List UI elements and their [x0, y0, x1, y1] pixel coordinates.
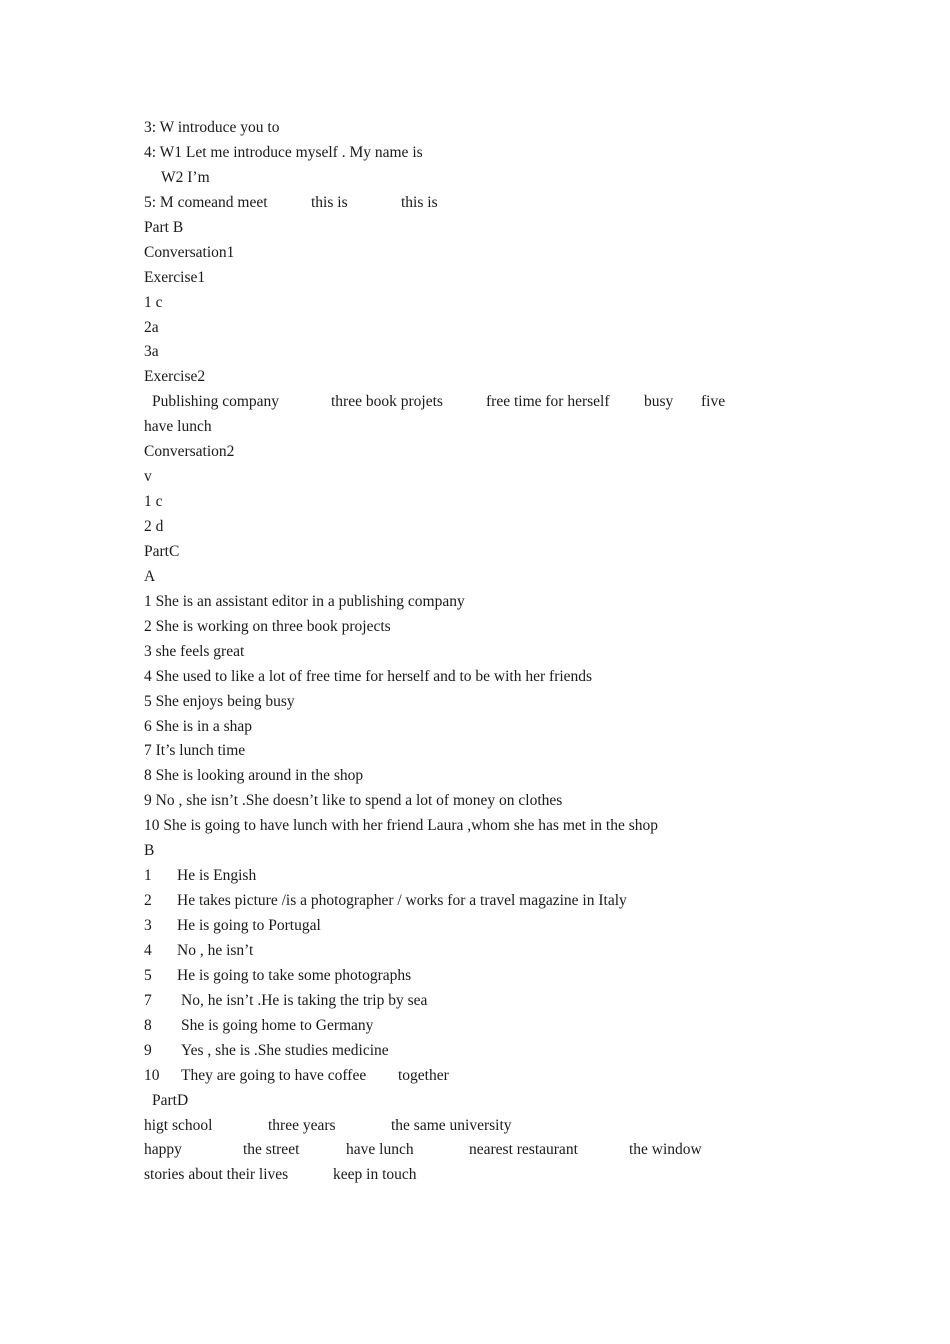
- text-line: [144, 864, 844, 889]
- text-segment: 9 No , she isn’t .She doesn’t like to spend a lot of money on clothes: [144, 792, 563, 810]
- text-segment: the street: [243, 1141, 300, 1159]
- item-number: 1: [144, 867, 152, 885]
- text-segment: Conversation2: [144, 443, 235, 461]
- text-segment: 4 She used to like a lot of free time for herself and to be with her friends: [144, 667, 593, 685]
- text-segment: B: [144, 842, 155, 860]
- text-segment: No, he isn’t .He is taking the trip by sea: [181, 991, 428, 1009]
- text-segment: 7 It’s lunch time: [144, 742, 246, 760]
- text-segment: He takes picture /is a photographer / works for a travel magazine in Italy: [177, 892, 627, 910]
- text-line: [144, 715, 844, 740]
- item-number: 9: [144, 1041, 152, 1059]
- item-number: 3: [144, 917, 152, 934]
- document-body: [144, 116, 844, 1188]
- text-segment: 10 She is going to have lunch with her friend Laura ,whom she has met in the shop: [144, 817, 658, 835]
- text-segment: 5 She enjoys being busy: [144, 692, 295, 710]
- text-segment: Conversation1: [144, 243, 235, 261]
- text-segment: Exercise2: [144, 368, 206, 386]
- text-segment: nearest restaurant: [469, 1141, 578, 1159]
- text-segment: 4: W1 Let me introduce myself . My name is: [144, 143, 423, 161]
- text-segment: keep in touch: [333, 1166, 417, 1184]
- text-segment: busy: [644, 393, 674, 411]
- text-line: [144, 266, 844, 291]
- text-line: [144, 665, 844, 690]
- text-line: [144, 889, 844, 914]
- text-line: [144, 1089, 844, 1114]
- text-segment: 6 She is in a shap: [144, 717, 253, 735]
- text-segment: A: [144, 567, 156, 585]
- text-line: [144, 989, 844, 1014]
- text-line: [144, 390, 844, 415]
- text-segment: this is: [311, 193, 348, 211]
- text-segment: Exercise1: [144, 268, 206, 286]
- text-line: [144, 590, 844, 615]
- text-line: [144, 540, 844, 565]
- text-line: [144, 440, 844, 465]
- item-number: 8: [144, 1016, 152, 1034]
- text-line: [144, 739, 844, 764]
- text-segment: 3: W introduce you to: [144, 119, 280, 136]
- text-segment: He is going to Portugal: [177, 917, 321, 934]
- item-number: 4: [144, 941, 152, 959]
- section-heading: Part B: [144, 218, 184, 236]
- text-line: [144, 964, 844, 989]
- text-segment: 2a: [144, 318, 159, 336]
- text-line: [144, 191, 844, 216]
- text-segment: Yes , she is .She studies medicine: [181, 1041, 389, 1059]
- item-number: 7: [144, 991, 152, 1009]
- text-line: [144, 764, 844, 789]
- text-segment: the window: [629, 1141, 702, 1159]
- text-line: [144, 465, 844, 490]
- text-line: [144, 814, 844, 839]
- text-segment: three book projets: [331, 393, 443, 411]
- text-segment: No , he isn’t: [177, 941, 254, 959]
- text-segment: free time for herself: [486, 393, 610, 411]
- text-segment: 1 c: [144, 493, 163, 511]
- text-segment: 8 She is looking around in the shop: [144, 767, 364, 785]
- text-segment: higt school: [144, 1116, 213, 1134]
- text-segment: happy: [144, 1141, 182, 1159]
- section-heading: PartD: [152, 1091, 189, 1109]
- text-segment: stories about their lives: [144, 1166, 289, 1184]
- text-line: [144, 615, 844, 640]
- text-segment: She is going home to Germany: [181, 1016, 374, 1034]
- text-line: [144, 565, 844, 590]
- text-line: [144, 415, 844, 440]
- text-segment: They are going to have coffee: [181, 1066, 367, 1084]
- text-line: [144, 141, 844, 166]
- text-segment: five: [701, 393, 726, 411]
- text-segment: Publishing company: [152, 393, 280, 411]
- text-segment: 3a: [144, 343, 159, 361]
- text-line: [144, 914, 844, 939]
- text-segment: the same university: [391, 1116, 512, 1134]
- text-line: [144, 1014, 844, 1039]
- text-segment: v: [144, 468, 152, 486]
- text-segment: have lunch: [144, 418, 212, 436]
- text-segment: 5: M comeand meet: [144, 193, 268, 211]
- text-line: [144, 490, 844, 515]
- text-line: [144, 690, 844, 715]
- text-segment: W2 I’m: [161, 168, 210, 186]
- text-line: [144, 1163, 844, 1188]
- text-line: [144, 515, 844, 540]
- text-line: [144, 365, 844, 390]
- text-segment: this is: [401, 193, 438, 211]
- text-segment: 2 She is working on three book projects: [144, 617, 391, 635]
- text-line: [144, 1039, 844, 1064]
- text-line: [144, 166, 844, 191]
- text-line: [144, 340, 844, 365]
- text-segment: 1 c: [144, 293, 163, 311]
- text-segment: have lunch: [346, 1141, 414, 1159]
- text-line: [144, 316, 844, 341]
- text-line: [144, 939, 844, 964]
- text-line: [144, 839, 844, 864]
- text-segment: He is Engish: [177, 867, 257, 885]
- section-heading: PartC: [144, 542, 180, 560]
- text-line: [144, 291, 844, 316]
- text-segment: together: [398, 1066, 449, 1084]
- text-segment: three years: [268, 1116, 336, 1134]
- item-number: 2: [144, 892, 152, 910]
- text-line: [144, 116, 844, 141]
- text-line: [144, 1114, 844, 1139]
- text-segment: 2 d: [144, 518, 164, 535]
- text-line: [144, 216, 844, 241]
- item-number: 10: [144, 1066, 160, 1084]
- text-line: [144, 1138, 844, 1163]
- text-line: [144, 1064, 844, 1089]
- text-segment: 3 she feels great: [144, 642, 245, 660]
- text-line: [144, 241, 844, 266]
- text-line: [144, 789, 844, 814]
- text-segment: 1 She is an assistant editor in a publishing company: [144, 592, 465, 610]
- text-segment: He is going to take some photographs: [177, 966, 412, 984]
- item-number: 5: [144, 966, 152, 984]
- text-line: [144, 640, 844, 665]
